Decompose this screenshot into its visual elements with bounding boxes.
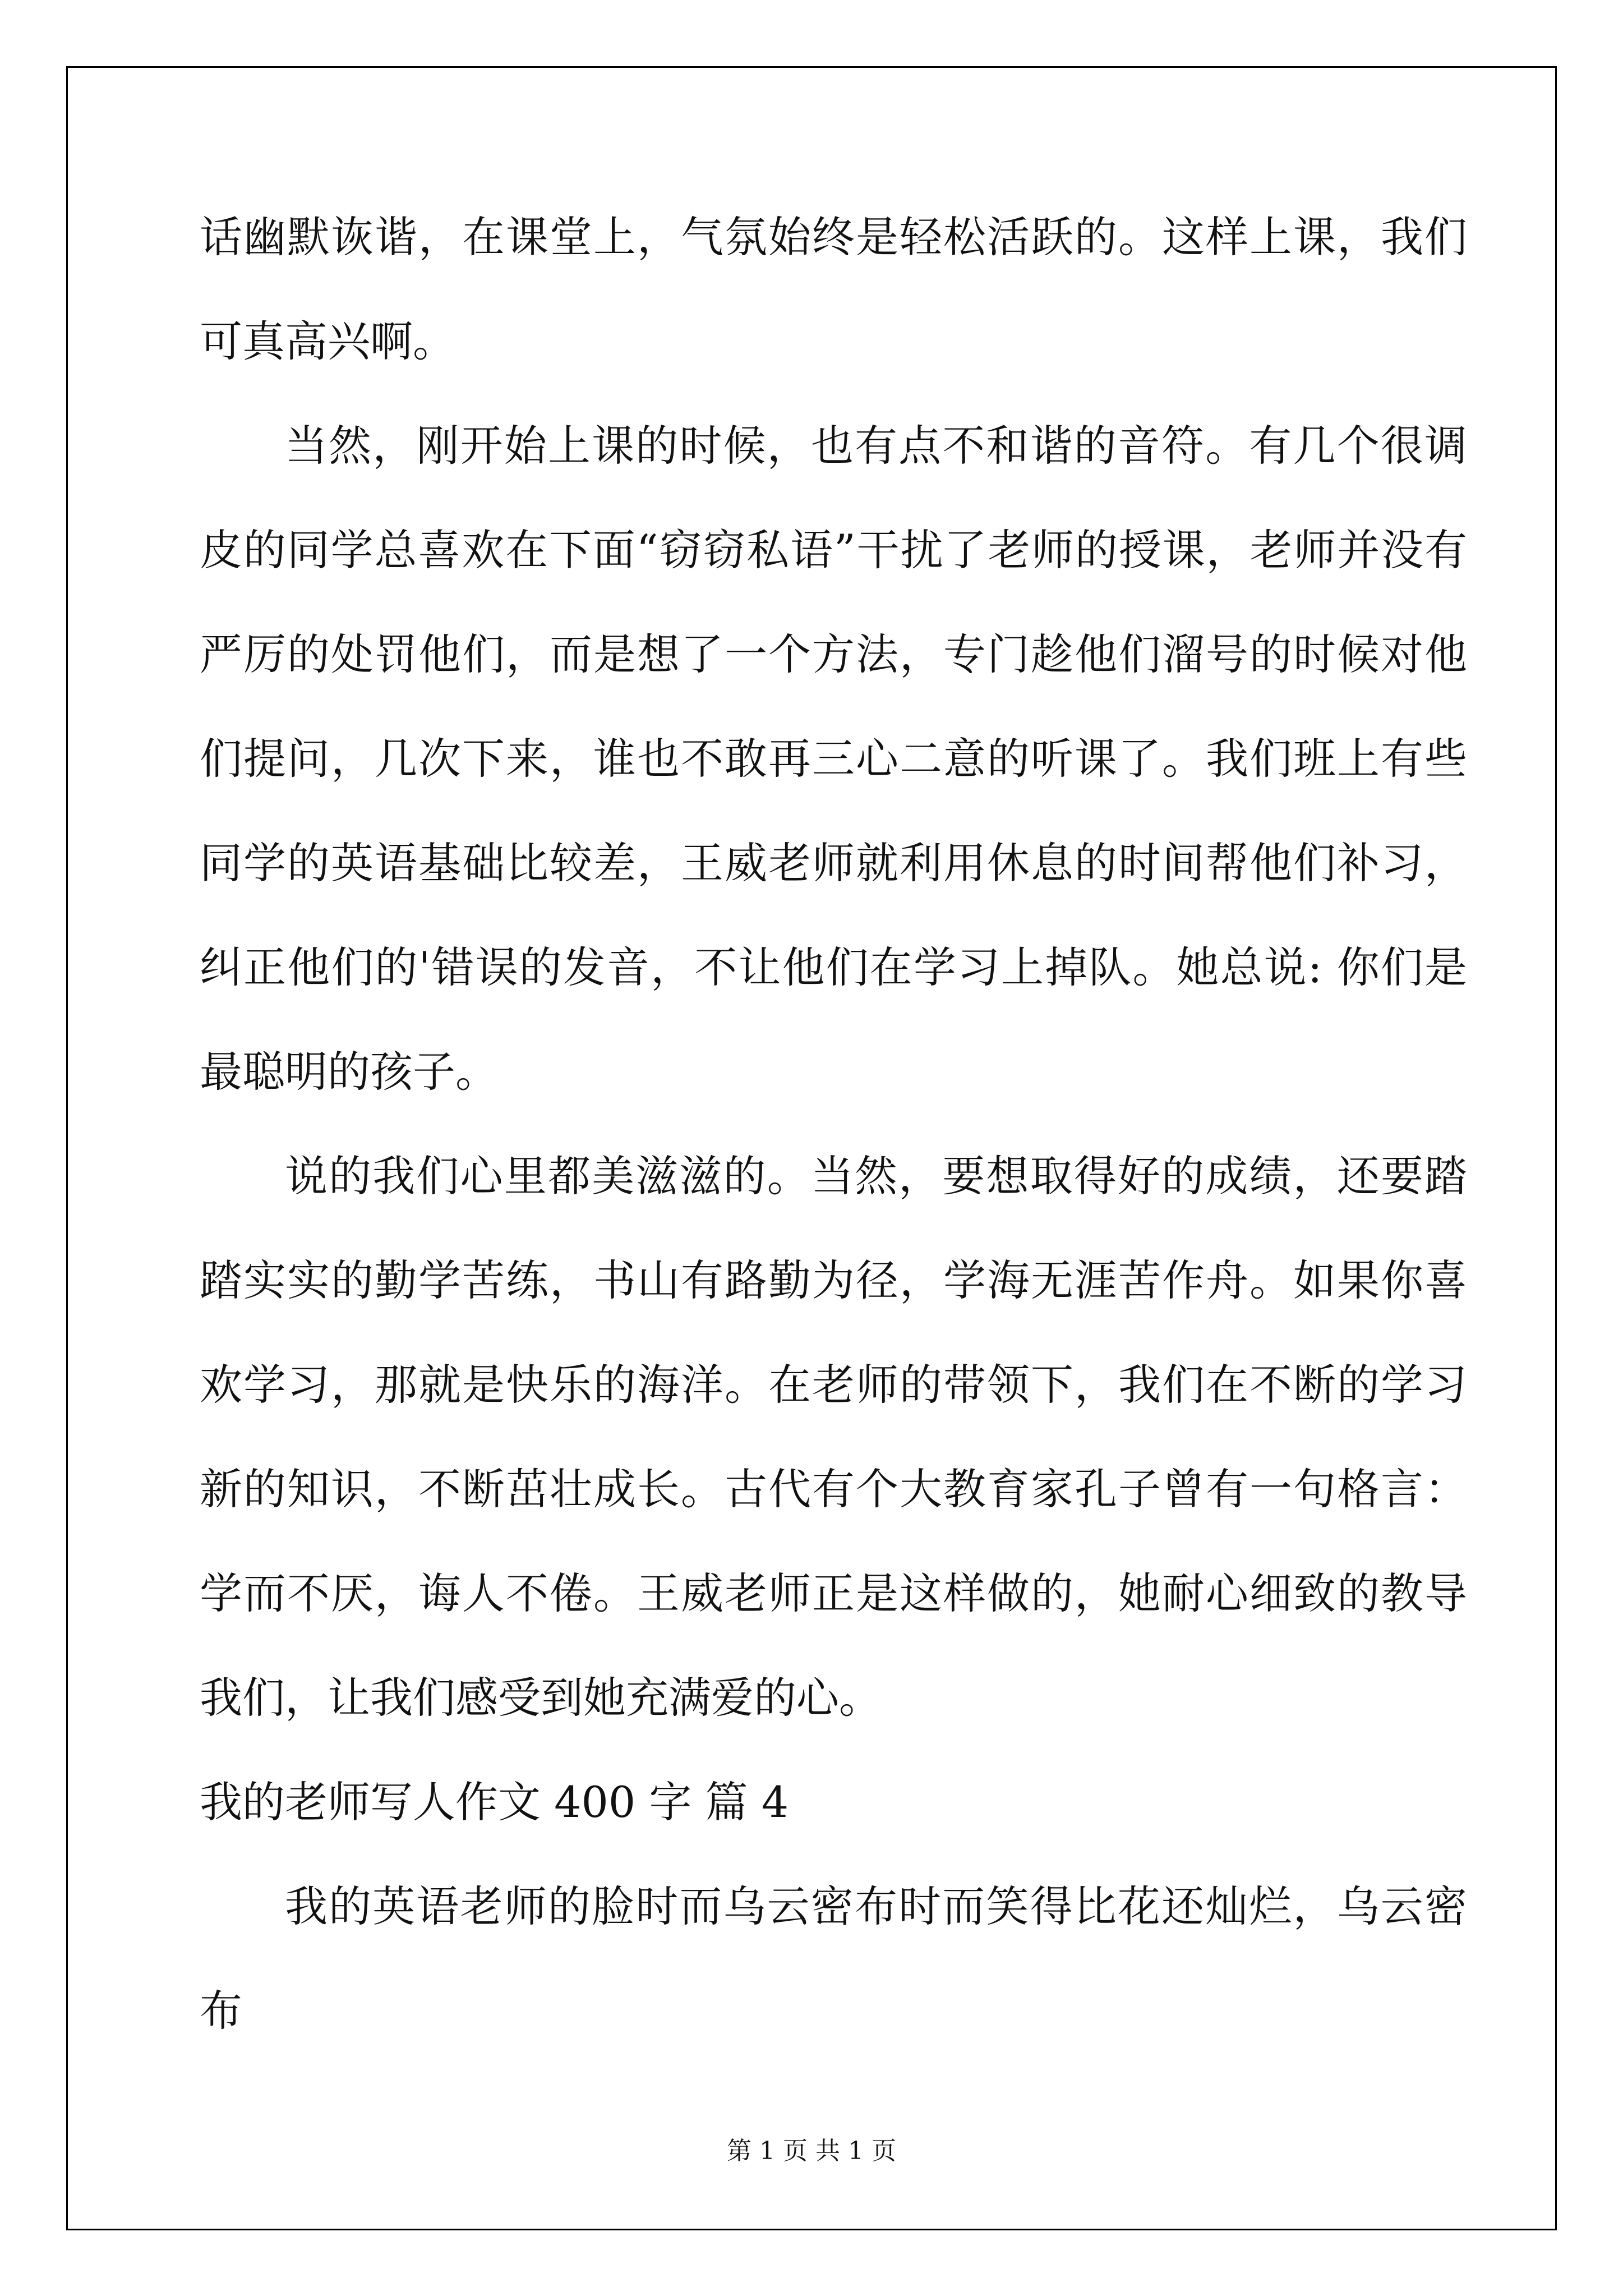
section-heading: 我的老师写人作文 400 字 篇 4: [200, 1777, 789, 1827]
paragraph-1: 话幽默诙谐，在课堂上，气氛始终是轻松活跃的。这样上课，我们可真高兴啊。: [200, 212, 1467, 366]
page-footer: 第 1 页 共 1 页: [727, 2137, 896, 2165]
paragraph-2: 当然，刚开始上课的时候，也有点不和谐的音符。有几个很调皮的同学总喜欢在下面“窃窃私语”干扰了老师的授课，老师并没有严厉的处罚他们，而是想了一个方法，专门趁他们溜号的时候对他们提问，几次下来，谁也不敢再三心二意的听课了。我们班上有些同学的英语基础比较差，王威老师就利用休息的时间帮他们补习，纠正他们的'错误的发音，不让他们在学习上掉队。她总说: 你们是最聪明的孩子。: [200, 421, 1467, 1097]
paragraph-3: 说的我们心里都美滋滋的。当然，要想取得好的成绩，还要踏踏实实的勤学苦练，书山有路勤为径，学海无涯苦作舟。如果你喜欢学习，那就是快乐的海洋。在老师的带领下，我们在不断的学习新的知识，不断茁壮成长。古代有个大教育家孔子曾有一句格言：学而不厌，诲人不倦。王威老师正是这样做的，她耐心细致的教导我们，让我们感受到她充满爱的心。: [200, 1151, 1467, 1723]
paragraph-4: 我的英语老师的脸时而乌云密布时而笑得比花还灿烂，乌云密布: [200, 1881, 1467, 2036]
document-body: [200, 185, 1467, 2063]
